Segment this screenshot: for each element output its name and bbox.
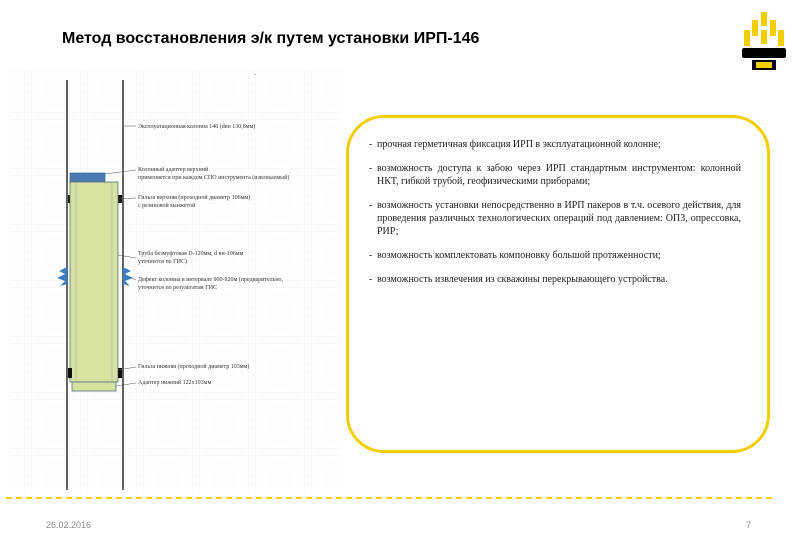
annotation-sleeve-top: Гильза верхняя (проходной диаметр 106мм) с резиновой манжетой <box>138 195 251 209</box>
feature-item: - возможность доступа к забою через ИРП стандартным инструментом: колонной НКТ, гибкой трубой, геофизическими приборами; <box>369 162 741 188</box>
irp-diagram <box>10 70 340 490</box>
company-logo-icon <box>738 8 790 74</box>
annotation-adapter-bottom: Адаптер нижний 122х103мм <box>138 380 212 386</box>
footer-date: 26.02.2016 <box>46 520 92 530</box>
features-list <box>369 138 741 297</box>
annotation-sleeve-bottom: Гильза нижняя (проходной диаметр 103мм) <box>138 364 250 370</box>
feature-item: - возможность извлечения из скважины перекрывающего устройства. <box>369 273 741 286</box>
page-title: Метод восстановления э/к путем установки ИРП-146 <box>62 30 480 47</box>
top-mark: - <box>254 72 256 78</box>
annotation-defect: Дефект колонны в интервале 900-920м (предварительно, уточнится по результатам ГИС <box>138 277 284 291</box>
annotation-adapter-top: Колонный адаптер верхний применяется при каждом СПО инструмента (извлекаемый) <box>138 167 290 181</box>
page-number: 7 <box>746 520 752 530</box>
features-panel <box>346 115 770 453</box>
pipe-shape <box>70 182 118 382</box>
footer-divider <box>6 497 772 499</box>
adapter-bottom-shape <box>72 382 116 391</box>
feature-item: - прочная герметичная фиксация ИРП в эксплуатационной колонне; <box>369 138 741 151</box>
annotation-pipe: Труба безмуфтовая D-120мм, d вн-106мм уточнится по ГИС) <box>138 251 244 265</box>
feature-item: - возможность установки непосредственно в ИРП пакеров в т.ч. осевого действия, для проведения различных технологических операций под давлением: ОПЗ, опрессовка, РИР; <box>369 199 741 238</box>
annotation-casing: Эксплуатационная колонна 146 (dвн 130,6мм) <box>138 124 256 130</box>
feature-item: - возможность комплектовать компоновку большой протяженности; <box>369 249 741 262</box>
